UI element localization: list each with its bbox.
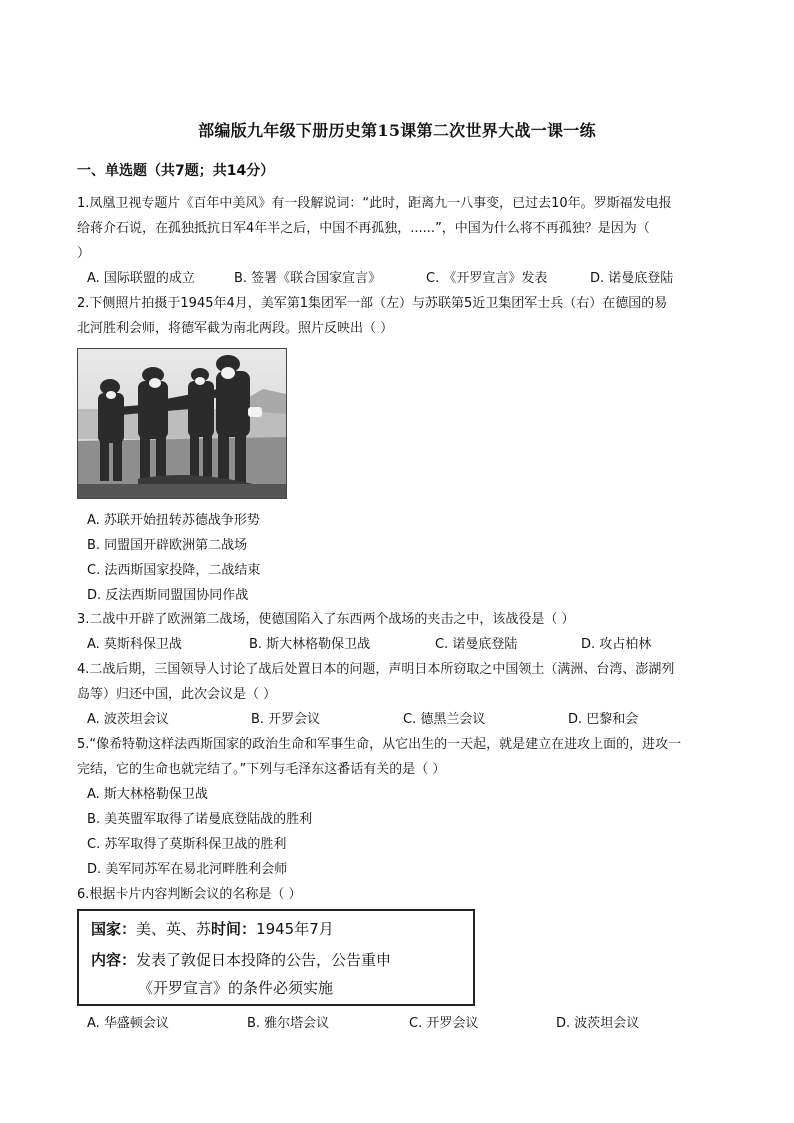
- question-5-line-1: 5.“像希特勒这样法西斯国家的政治生命和军事生命，从它出生的一天起，就是建立在进攻上面的，进攻一: [77, 737, 682, 752]
- question-4-stem: [77, 657, 722, 707]
- question-4-line-2: 岛等）归还中国，此次会议是（ ）: [77, 687, 277, 702]
- question-5-option-b[interactable]: B. 美英盟军取得了诺曼底登陆战的胜利: [87, 812, 313, 827]
- question-5-option-d[interactable]: D. 美军同苏军在易北河畔胜利会师: [87, 862, 288, 877]
- question-3-option-a[interactable]: A. 莫斯科保卫战: [87, 637, 182, 652]
- question-1-option-b[interactable]: B. 签署《联合国家宣言》: [234, 271, 382, 286]
- card-content-label: 内容：: [91, 951, 137, 969]
- question-3-option-c[interactable]: C. 诺曼底登陆: [435, 637, 518, 652]
- question-6-line-1: 6.根据卡片内容判断会议的名称是（ ）: [77, 887, 302, 902]
- question-5-line-2: 完结，它的生命也就完结了。”下列与毛泽东这番话有关的是（ ）: [77, 762, 446, 777]
- question-5-option-a[interactable]: A. 斯大林格勒保卫战: [87, 787, 208, 802]
- card-time-label: 时间：: [211, 920, 257, 938]
- card-country-label: 国家：: [91, 920, 137, 938]
- question-6-options: [87, 1011, 727, 1036]
- question-2-option-c[interactable]: C. 法西斯国家投降，二战结束: [87, 563, 261, 578]
- card-row-country-time: [91, 918, 334, 939]
- question-1-options: [87, 266, 727, 291]
- info-card: [77, 909, 475, 1006]
- question-6-option-a[interactable]: A. 华盛顿会议: [87, 1016, 169, 1031]
- question-2-option-d[interactable]: D. 反法西斯同盟国协同作战: [87, 588, 249, 603]
- question-2-line-1: 2.下侧照片拍摄于1945年4月，美军第1集团军一部（左）与苏联第5近卫集团军士兵（右）在德国的易: [77, 296, 668, 311]
- question-6-option-c[interactable]: C. 开罗会议: [409, 1016, 479, 1031]
- question-1-option-a[interactable]: A. 国际联盟的成立: [87, 271, 195, 286]
- question-3-options: [87, 632, 727, 657]
- card-content-line-2: 《开罗宣言》的条件必须实施: [138, 979, 334, 997]
- question-4-line-1: 4.二战后期，三国领导人讨论了战后处置日本的问题，声明日本所窃取之中国领土（满洲、台湾、澎湖列: [77, 662, 675, 677]
- question-2-option-b[interactable]: B. 同盟国开辟欧洲第二战场: [87, 538, 248, 553]
- question-6-option-b[interactable]: B. 雅尔塔会议: [247, 1016, 330, 1031]
- question-1-stem: [77, 191, 722, 266]
- question-2-stem: [77, 291, 722, 341]
- card-content-line-1: 发表了敦促日本投降的公告，公告重申: [136, 951, 392, 969]
- question-4-options: [87, 707, 727, 732]
- question-1-option-d[interactable]: D. 诺曼底登陆: [590, 271, 674, 286]
- question-1-line-2: 给蒋介石说，在孤独抵抗日军4年半之后，中国不再孤独，......”，中国为什么将不再孤独？是因为（: [77, 221, 650, 236]
- question-3-option-d[interactable]: D. 攻占柏林: [581, 637, 652, 652]
- question-5-option-c[interactable]: C. 苏军取得了莫斯科保卫战的胜利: [87, 837, 287, 852]
- section-heading: 一、单选题（共7题；共14分）: [77, 163, 275, 179]
- question-6-option-d[interactable]: D. 波茨坦会议: [556, 1016, 640, 1031]
- question-2-line-2: 北河胜利会师，将德军截为南北两段。照片反映出（ ）: [77, 321, 394, 336]
- page-title: 部编版九年级下册历史第15课第二次世界大战一课一练: [198, 121, 596, 140]
- card-time-value: 1945年7月: [256, 920, 334, 938]
- question-3-option-b[interactable]: B. 斯大林格勒保卫战: [249, 637, 371, 652]
- elbe-meeting-photo: [77, 348, 287, 499]
- question-1-option-c[interactable]: C. 《开罗宣言》发表: [426, 271, 548, 286]
- question-4-option-a[interactable]: A. 波茨坦会议: [87, 712, 169, 727]
- question-3-stem: [77, 607, 722, 632]
- question-4-option-b[interactable]: B. 开罗会议: [251, 712, 321, 727]
- question-3-line-1: 3.二战中开辟了欧洲第二战场，使德国陷入了东西两个战场的夹击之中，该战役是（ ）: [77, 612, 575, 627]
- question-5-stem: [77, 732, 722, 782]
- question-4-option-c[interactable]: C. 德黑兰会议: [403, 712, 486, 727]
- question-2-option-a[interactable]: A. 苏联开始扭转苏德战争形势: [87, 513, 260, 528]
- question-1-line-1: 1.凤凰卫视专题片《百年中美风》有一段解说词：“此时，距离九一八事变，已过去10年。罗斯福发电报: [77, 196, 672, 211]
- card-country-value: 美、英、苏: [136, 920, 212, 938]
- question-4-option-d[interactable]: D. 巴黎和会: [568, 712, 639, 727]
- question-1-line-3: ）: [77, 246, 91, 261]
- card-row-content: [91, 949, 391, 970]
- question-6-stem: [77, 882, 722, 907]
